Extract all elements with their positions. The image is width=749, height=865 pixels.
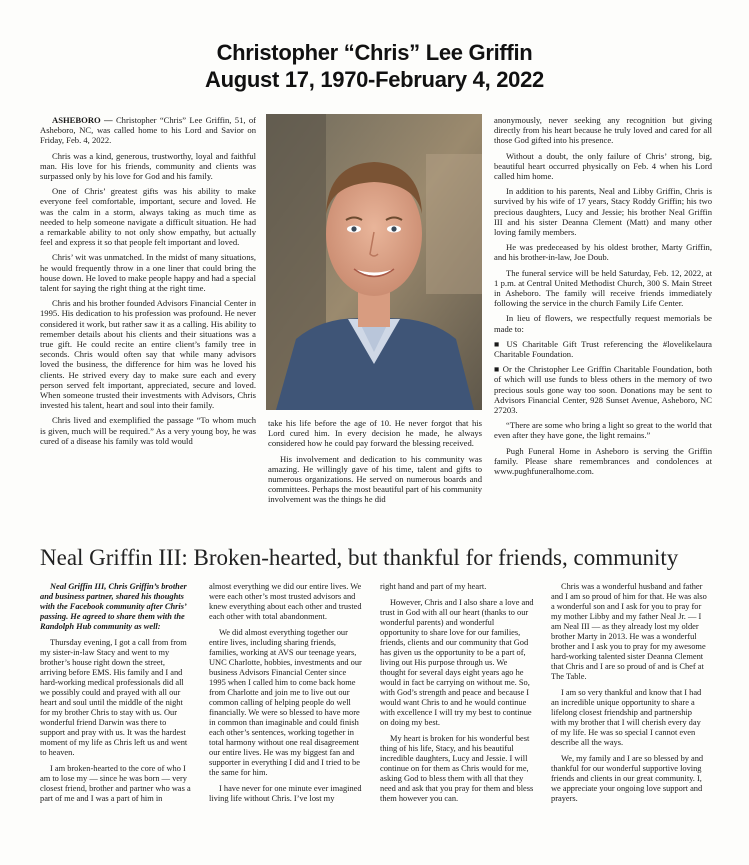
tribute-paragraph: Thursday evening, I got a call from from my sister-in-law Stacy and went to my brother’s house right down the street, arriving before EMS. His family and I and hard-working medical professionals did all we possibly could and prayed with all our heart and soul until the middle of the night for my brother Chris to stay with us. Our wonderful friend Darwin was there to support and pray with us. It was the hardest moment of my life as Chris left us and went to heaven. xyxy=(40,638,188,757)
obituary-paragraph xyxy=(40,115,256,146)
tribute-paragraph: I have never for one minute ever imagined living life without Chris. I’ve lost my xyxy=(209,784,362,803)
tribute-paragraph: I am so very thankful and know that I had an incredible unique opportunity to share a lifelong closest friendship and partnership with my brother that I will cherish every day of my life. He was so special I cannot even describe all the ways. xyxy=(551,688,702,747)
obituary-paragraph: anonymously, never seeking any recognition but giving directly from his heart because he truly loved and cared for all those God gifted into his presence. xyxy=(494,115,712,146)
tribute-paragraph: My heart is broken for his wonderful best thing of his life, Stacy, and his beautiful incredible daughters, Lucy and Jessie. I will continue on for them as Chris would for me, asking God to bless them with all that they need and ask that you pray for them and bless them however you can. xyxy=(380,734,534,803)
tribute-column-4 xyxy=(551,582,707,852)
tribute-paragraph: almost everything we did our entire lives. We were each other’s most trusted advisors and knew everything about each other and trusted each other with total abandonment. xyxy=(209,582,362,621)
funeral-home-notice: Pugh Funeral Home in Asheboro is serving the Griffin family. Please share remembrances and condolences at www.pughfuneralhome.com. xyxy=(494,445,712,477)
obituary-paragraph: The funeral service will be held Saturday, Feb. 12, 2022, at 1 p.m. at Central United Methodist Church, 300 S. Main Street in Asheboro. The family will receive friends immediately following the service in the church Family Life Center. xyxy=(494,267,712,309)
obituary-column-3 xyxy=(494,115,712,558)
tribute-paragraph: Chris was a wonderful husband and father and I am so proud of him for that. He was also a wonderful son and I ask for you to pray for my mother Libby and my father Neal Jr. — I am Neal III — as they already lost my older brother Marty in 2013. He was a wonderful brother and I ask you to pray for my awesome hard-working talented sister Deanna Clement that Chris and I are so proud of and is Chef at The Table. xyxy=(551,582,707,681)
obituary-dates-heading: August 17, 1970-February 4, 2022 xyxy=(205,67,544,92)
tribute-paragraph: We did almost everything together our entire lives, including sharing friends, families, working at AVS our teenage years, UNC Charlotte, hobbies, investments and our business Advisors Financial Center since 1995 when I called him to come back home from Charlotte and join me to live out our common calling of helping people do well financially. We were so blessed to have more in common than imaginable and could finish each other’s sentences, working together in total harmony without one real disagreement our entire lives. He was my biggest fan and supporter in everything I did and I tried to be the same for him. xyxy=(209,628,362,777)
memorial-item: ■ Or the Christopher Lee Griffin Charitable Foundation, both of which will use funds to bless others in the memory of two precious souls gone way too soon. Donations may be sent to Advisors Financial Center, 928 Sunset Avenue, Asheboro, NC 27203. xyxy=(494,364,712,416)
obituary-paragraph: In addition to his parents, Neal and Libby Griffin, Chris is survived by his wife of 17 years, Stacy Roddy Griffin; his two precious daughters, Lucy and Jessie; his brother Neal Griffin III and his sister Deanna Clement (Matt) and many other loving family members. xyxy=(494,186,712,238)
portrait-photo xyxy=(266,114,482,410)
obituary-paragraph: Chris was a kind, generous, trustworthy, loyal and faithful man. His love for his friends, community and clients was surpassed only by his love for God and his family. xyxy=(40,150,256,182)
tribute-paragraph: I am broken-hearted to the core of who I am to lose my — since he was born — very closest friend, brother and partner who was a part of me and I was a part of him in xyxy=(40,764,191,803)
tribute-column-3 xyxy=(380,582,534,852)
obituary-paragraph: In lieu of flowers, we respectfully request memorials be made to: xyxy=(494,313,712,334)
obituary-paragraph: Chris lived and exemplified the passage “To whom much is given, much will be required.” As a very young boy, he was cured of a disease his family was told would xyxy=(40,415,256,446)
memorial-item: ■ US Charitable Gift Trust referencing the #lovelikelaura Charitable Foundation. xyxy=(494,338,712,360)
obituary-name-heading: Christopher “Chris” Lee Griffin xyxy=(216,40,533,65)
obituary-paragraph: Without a doubt, the only failure of Chris’ strong, big, beautiful heart occurred physically on Feb. 4 when his Lord called him home. xyxy=(494,150,712,182)
tribute-headline: Neal Griffin III: Broken-hearted, but thankful for friends, community xyxy=(40,545,679,570)
tribute-paragraph: However, Chris and I also share a love and trust in God with all our heart (thanks to our wonderful parents) and wonderful opportunity to share love for our families, friends, clients and our community that God has given us the opportunity to be a part of, living out His purpose through us. We thought for several days eight years ago he would in fact be carrying on without me. So, with God’s strength and peace and because I would want Chris to and he would continue with excellence I will try my best to continue on doing my best. xyxy=(380,598,534,727)
obituary-paragraph: One of Chris’ greatest gifts was his ability to make everyone feel comfortable, important, secure and loved. He was the calm in a storm, always taking as much time as needed to help someone navigate a difficult situation. He had a remarkable ability to not only show empathy, but actually feel and express it so that people felt important and loved. xyxy=(40,186,256,248)
dateline: ASHEBORO — xyxy=(52,115,113,125)
tribute-paragraph: We, my family and I are so blessed by and thankful for our wonderful supportive loving friends and clients in our great community. I, we appreciate your ongoing love support and prayers. xyxy=(551,754,704,803)
obituary-paragraph: He was predeceased by his oldest brother, Marty Griffin, and his brother-in-law, Joe Doub. xyxy=(494,242,712,263)
obituary-column-1 xyxy=(40,115,256,555)
tribute-column-1 xyxy=(40,582,192,852)
obituary-paragraph: Chris’ wit was unmatched. In the midst of many situations, he would frequently throw in a one liner that could bring the house down. He loved to make people happy and had a special talent for saying the right thing at the right time. xyxy=(40,252,256,294)
tribute-intro: Neal Griffin III, Chris Griffin’s brother and business partner, shared his thoughts with the Facebook community after Chris’ passing. He agreed to share them with the Randolph Hub community as well: xyxy=(40,582,187,631)
obituary-paragraph: take his life before the age of 10. He never forgot that his Lord cured him. In every decision he made, he always considered how he could pay forward the blessing received. xyxy=(268,418,482,449)
tribute-column-2 xyxy=(209,582,363,852)
obituary-paragraph: His involvement and dedication to his community was amazing. He willingly gave of his time, talent and gifts to numerous organizations. He served on numerous boards and committees. Perhaps the most beautiful part of his community involvement was the things he did xyxy=(268,453,482,505)
obituary-paragraph: Chris and his brother founded Advisors Financial Center in 1995. His dedication to his profession was profound. He never considered it work, but rather saw it as a calling. His ability to remember details about his clients and their situations was a true gift. He could recite an entire client’s family tree in seconds. Chris would often say that while many advisors loved the business, the difference for him was he loved his clients. He strived every day to make sure each and every person served felt important, appreciated, secure and loved. When someone trusted their investments with Advisors, Chris invested his talent, heart and soul into their family. xyxy=(40,298,256,411)
closing-quote: “There are some who bring a light so great to the world that even after they have gone, the light remains.” xyxy=(494,420,712,441)
obituary-column-2 xyxy=(268,418,482,558)
portrait-illustration xyxy=(266,114,482,410)
tribute-paragraph: right hand and part of my heart. xyxy=(380,582,487,591)
lead-text: Christopher “Chris” Lee Griffin, 51, of Asheboro, NC, was called home to his Lord and Savior on Friday, Feb. 4, 2022. xyxy=(40,115,256,146)
